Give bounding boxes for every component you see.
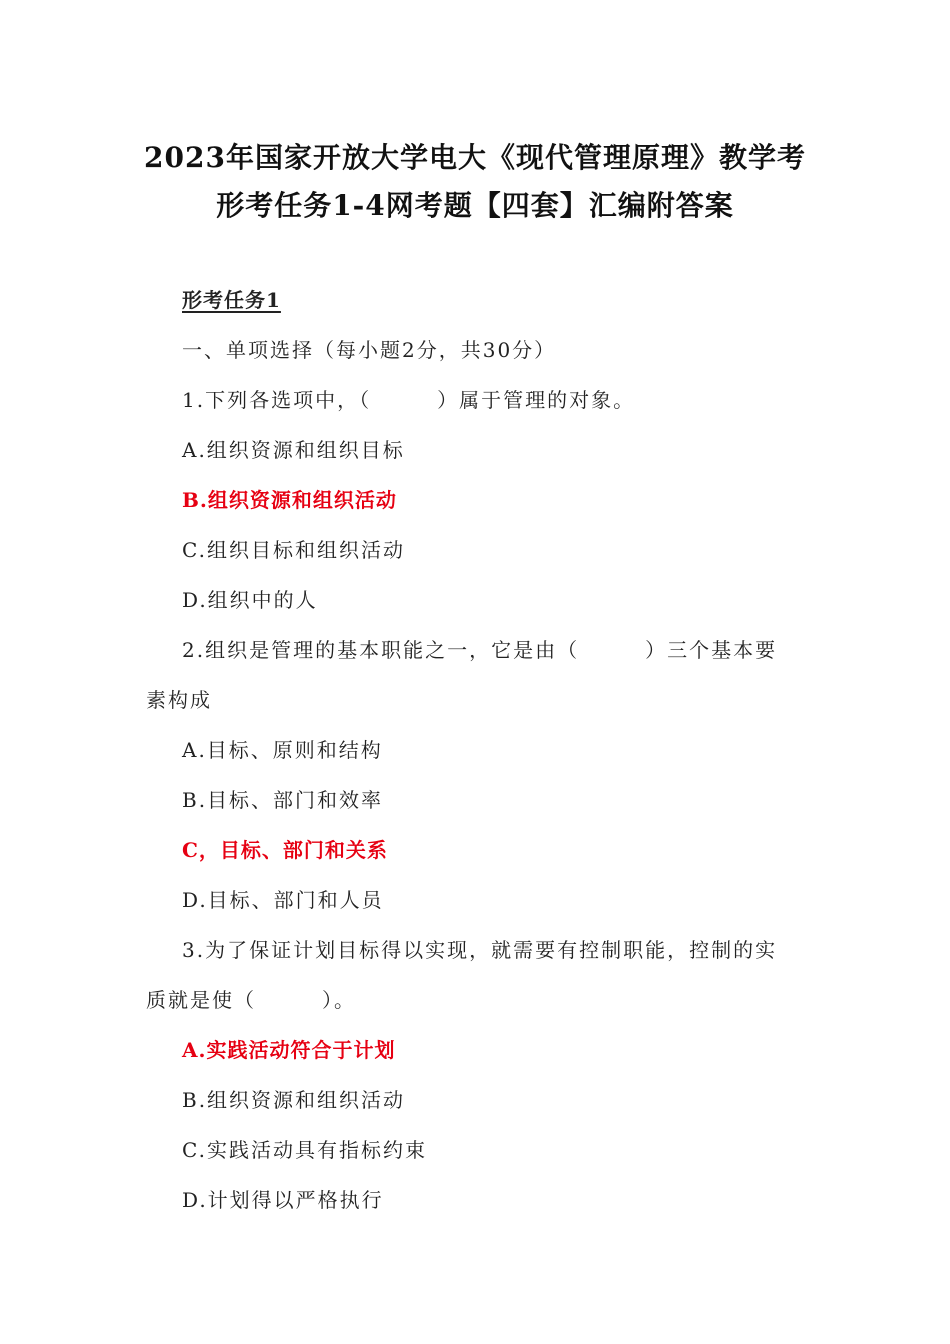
question-1-option-d: D.组织中的人 (182, 588, 318, 612)
question-2-stem-line-2: 素构成 (146, 688, 212, 712)
question-3-option-d: D.计划得以严格执行 (182, 1188, 384, 1212)
part-heading: 一、单项选择（每小题2分，共30分） (182, 338, 557, 362)
question-1-stem: 1.下列各选项中，（ ）属于管理的对象。 (182, 388, 636, 412)
section-heading: 形考任务1 (182, 288, 281, 312)
question-2-option-d: D.目标、部门和人员 (182, 888, 384, 912)
document-title-line-1: 2023年国家开放大学电大《现代管理原理》教学考 (144, 141, 806, 174)
question-2-option-a: A.目标、原则和结构 (182, 738, 383, 762)
question-3-option-c: C.实践活动具有指标约束 (182, 1138, 427, 1162)
question-1-option-a: A.组织资源和组织目标 (182, 438, 405, 462)
question-2-option-b: B.目标、部门和效率 (182, 788, 384, 812)
document-title-line-2: 形考任务1-4网考题【四套】汇编附答案 (216, 189, 734, 222)
question-3-stem-line-1: 3.为了保证计划目标得以实现，就需要有控制职能，控制的实 (182, 938, 778, 962)
question-3-option-a-answer: A.实践活动符合于计划 (182, 1038, 396, 1062)
question-2-option-c-answer: C，目标、部门和关系 (182, 838, 388, 862)
question-2-stem-line-1: 2.组织是管理的基本职能之一，它是由（ ）三个基本要 (182, 638, 778, 662)
question-1-option-b-answer: B.组织资源和组织活动 (182, 488, 397, 512)
question-3-stem-line-2: 质就是使（ ）。 (146, 988, 356, 1012)
question-1-option-c: C.组织目标和组织活动 (182, 538, 405, 562)
question-3-option-b: B.组织资源和组织活动 (182, 1088, 406, 1112)
